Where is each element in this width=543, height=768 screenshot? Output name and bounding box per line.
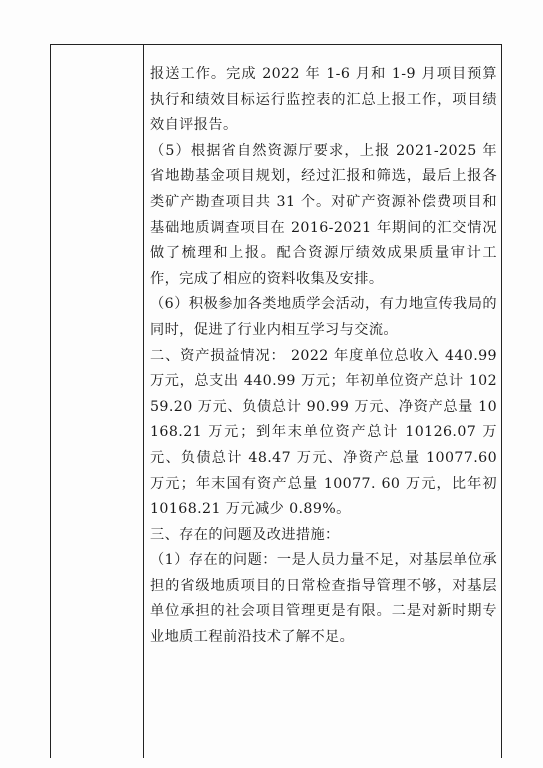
paragraph-item-5: （5）根据省自然资源厅要求，上报 2021-2025 年省地勘基金项目规划，经过汇报和筛选，最后上报各类矿产勘查项目共 31 个。对矿产资源补偿费项目和基础地质调查项目在 2016-2021 年期间的汇交情况做了梳理和上报。配合资源厅绩效成果质量审计工作，完成了相应的资料收集及安排。 xyxy=(150,142,497,287)
paragraph-item-6: （6）积极参加各类地质学会活动，有力地宣传我局的同时，促进了行业内相互学习与交流。 xyxy=(150,296,497,338)
table-column-divider xyxy=(143,44,144,758)
paragraph-asset-profit-loss: 二、资产损益情况： 2022 年度单位总收入 440.99 万元，总支出 440.99 万元；年初单位资产总计 10259.20 万元、负债总计 90.99 万元、净资产总量 10168.21 万元；到年末单位资产总计 10126.07 万元、负债总计 48.47 万元、净资产总量 10077.60 万元；年末国有资产总量 10077. 60 万元，比年初 10168.21 万元减少 0.89%。 xyxy=(150,347,497,518)
paragraph-report-submission: 报送工作。完成 2022 年 1-6 月和 1-9 月项目预算执行和绩效目标运行监控表的汇总上报工作，项目绩效自评报告。 xyxy=(150,66,497,134)
report-content-cell xyxy=(150,62,497,651)
section-heading-problems: 三、存在的问题及改进措施： xyxy=(150,526,340,543)
paragraph-existing-problems: （1）存在的问题：一是人员力量不足，对基层单位承担的省级地质项目的日常检查指导管理不够，对基层单位承担的社会项目管理更是有限。二是对新时期专业地质工程前沿技术了解不足。 xyxy=(150,552,497,646)
